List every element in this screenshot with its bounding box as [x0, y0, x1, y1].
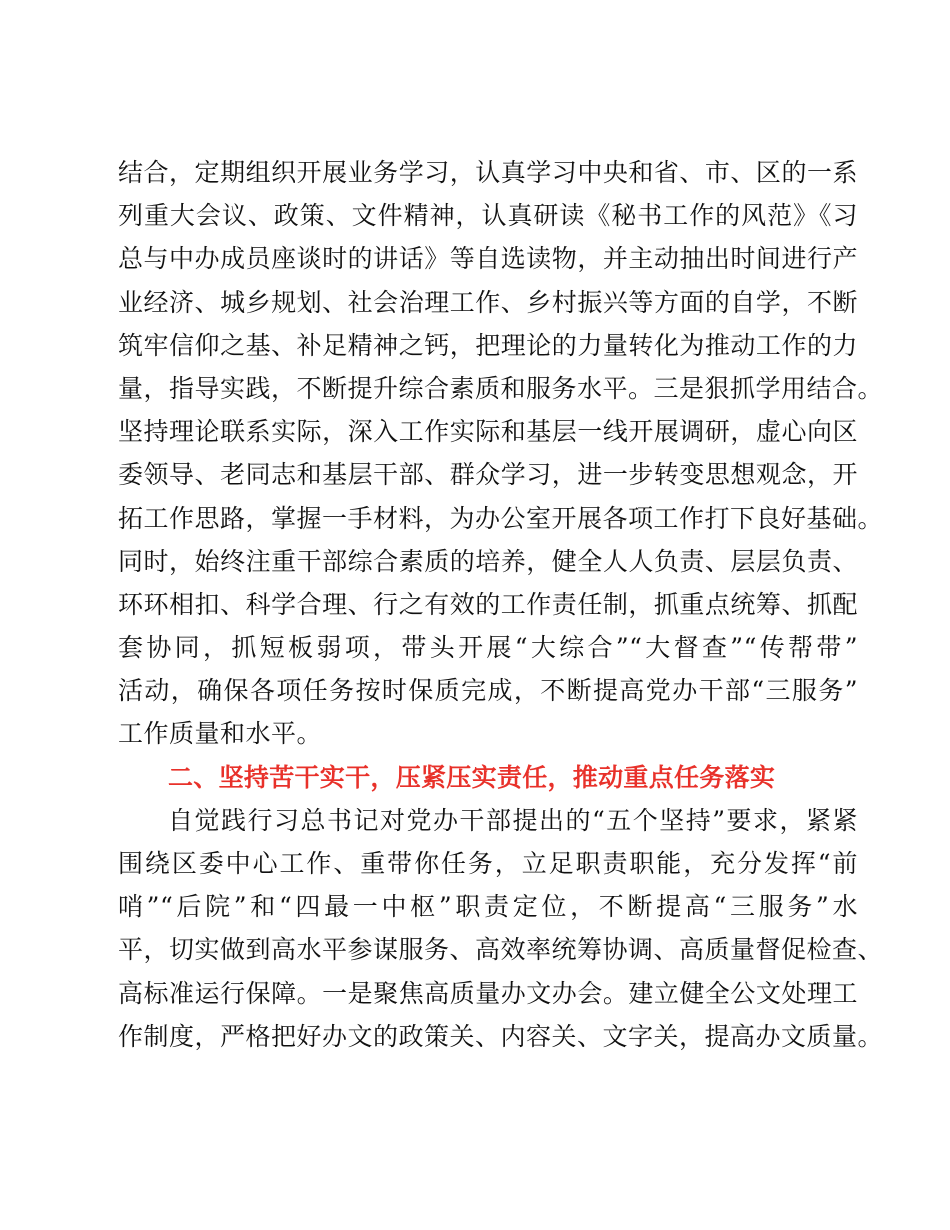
paragraph-line: 委领导、老同志和基层干部、群众学习，进一步转变思想观念，开: [118, 460, 858, 490]
paragraph-line: 筑牢信仰之基、补足精神之钙，把理论的力量转化为推动工作的力: [118, 330, 858, 360]
paragraph-line: 工作质量和水平。: [118, 719, 323, 749]
paragraph-line: 套协同，抓短板弱项，带头开展“大综合”“大督查”“传帮带”: [118, 633, 858, 663]
paragraph-line: 平，切实做到高水平参谋服务、高效率统筹协调、高质量督促检查、: [118, 935, 884, 965]
paragraph-line: 量，指导实践，不断提升综合素质和服务水平。三是狠抓学用结合。: [118, 373, 884, 403]
paragraph-line: 拓工作思路，掌握一手材料，为办公室开展各项工作打下良好基础。: [118, 503, 884, 533]
paragraph-line: 列重大会议、政策、文件精神，认真研读《秘书工作的风范》《习: [118, 201, 858, 231]
document-body: [118, 151, 884, 1058]
section-heading: 二、坚持苦干实干，压紧压实责任，推动重点任务落实: [168, 762, 776, 792]
paragraph-line: 高标准运行保障。一是聚焦高质量办文办会。建立健全公文处理工: [118, 978, 858, 1008]
paragraph-line: 作制度，严格把好办文的政策关、内容关、文字关，提高办文质量。: [118, 1021, 884, 1051]
paragraph-line: 同时，始终注重干部综合素质的培养，健全人人负责、层层负责、: [118, 546, 858, 576]
paragraph-line: 围绕区委中心工作、重带你任务，立足职责职能，充分发挥“前: [118, 849, 858, 878]
paragraph-line: 自觉践行习总书记对党办干部提出的“五个坚持”要求，紧紧: [168, 805, 858, 835]
paragraph-line: 哨”“后院”和“四最一中枢”职责定位，不断提高“三服务”水: [118, 892, 858, 922]
paragraph-line: 环环相扣、科学合理、行之有效的工作责任制，抓重点统筹、抓配: [118, 589, 858, 619]
paragraph-line: 总与中办成员座谈时的讲话》等自选读物，并主动抽出时间进行产: [118, 244, 858, 274]
paragraph-line: 坚持理论联系实际，深入工作实际和基层一线开展调研，虚心向区: [118, 417, 858, 447]
paragraph-line: 活动，确保各项任务按时保质完成，不断提高党办干部“三服务”: [118, 676, 858, 706]
paragraph-line: 结合，定期组织开展业务学习，认真学习中央和省、市、区的一系: [118, 158, 858, 187]
paragraph-line: 业经济、城乡规划、社会治理工作、乡村振兴等方面的自学，不断: [118, 287, 858, 317]
